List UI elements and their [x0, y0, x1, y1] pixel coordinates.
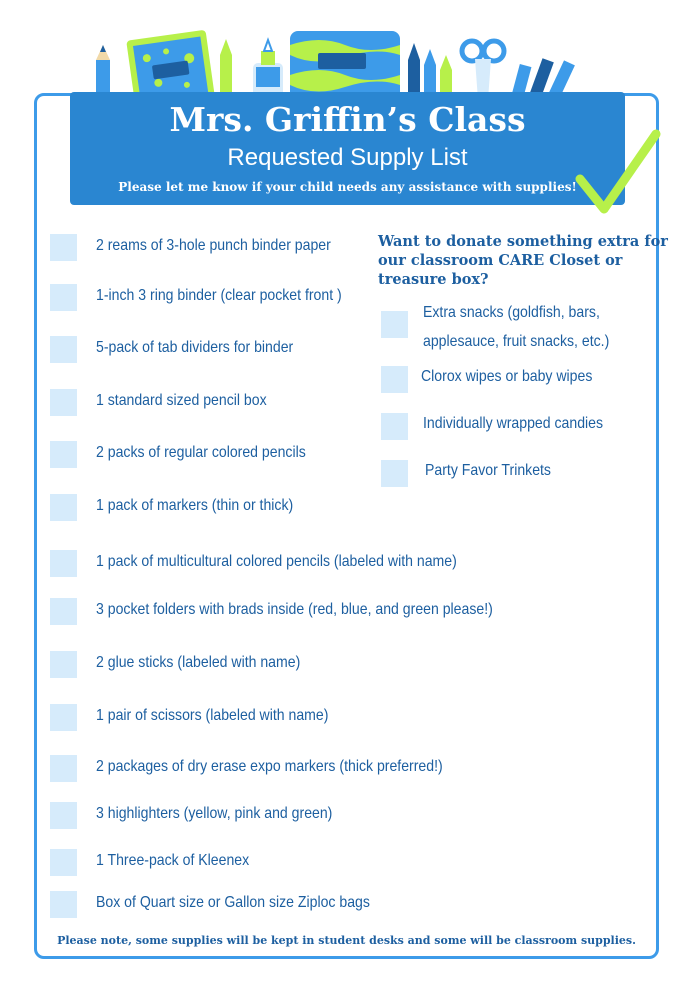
- crayon-icon: [220, 39, 232, 100]
- supply-item-label: 1 pack of markers (thin or thick): [96, 497, 294, 514]
- page-title: Mrs. Griffin’s Class: [169, 100, 526, 139]
- checkbox[interactable]: [50, 494, 77, 521]
- checkbox[interactable]: [50, 598, 77, 625]
- checkbox[interactable]: [381, 460, 408, 487]
- donate-heading: Want to donate something extra for our classroom CARE Closet or treasure box?: [378, 233, 668, 288]
- supply-item-label: 1-inch 3 ring binder (clear pocket front ): [96, 287, 342, 304]
- check-mark-icon: [574, 124, 664, 219]
- supply-item-label: 3 pocket folders with brads inside (red, blue, and green please!): [96, 601, 493, 618]
- supply-item-label: 1 Three-pack of Kleenex: [96, 852, 250, 869]
- supply-item-label: 3 highlighters (yellow, pink and green): [96, 805, 333, 822]
- supply-item-label: 1 pair of scissors (labeled with name): [96, 707, 329, 724]
- supply-item-label: 2 packages of dry erase expo markers (thick preferred!): [96, 758, 443, 775]
- donate-item-label: Clorox wipes or baby wipes: [421, 368, 593, 385]
- checkbox[interactable]: [381, 413, 408, 440]
- donate-item-label-line2: applesauce, fruit snacks, etc.): [423, 333, 610, 350]
- donate-item-label: Individually wrapped candies: [423, 415, 604, 432]
- supply-item-label: 2 glue sticks (labeled with name): [96, 654, 301, 671]
- supply-item-label: 1 pack of multicultural colored pencils (labeled with name): [96, 553, 457, 570]
- page-frame: [34, 93, 659, 959]
- supply-item-label: Box of Quart size or Gallon size Ziploc bags: [96, 894, 370, 911]
- checkbox[interactable]: [50, 755, 77, 782]
- donate-item-label-line1: Extra snacks (goldfish, bars,: [423, 304, 600, 321]
- checkbox[interactable]: [50, 336, 77, 363]
- checkbox[interactable]: [50, 704, 77, 731]
- page-subtitle: Requested Supply List: [227, 144, 468, 171]
- checkbox[interactable]: [50, 802, 77, 829]
- supply-item-label: 5-pack of tab dividers for binder: [96, 339, 294, 356]
- checkbox[interactable]: [50, 891, 77, 918]
- checkbox[interactable]: [50, 234, 77, 261]
- checkbox[interactable]: [381, 366, 408, 393]
- checkbox[interactable]: [50, 441, 77, 468]
- footer-note: Please note, some supplies will be kept in student desks and some will be classroom supplies.: [57, 934, 636, 947]
- donate-item-label: Party Favor Trinkets: [425, 462, 551, 479]
- checkbox[interactable]: [50, 849, 77, 876]
- supply-item-label: 2 packs of regular colored pencils: [96, 444, 306, 461]
- checkbox[interactable]: [50, 389, 77, 416]
- supply-item-label: 2 reams of 3-hole punch binder paper: [96, 237, 331, 254]
- checkbox[interactable]: [381, 311, 408, 338]
- assistance-note: Please let me know if your child needs any assistance with supplies!: [118, 180, 577, 194]
- checkbox[interactable]: [50, 550, 77, 577]
- supply-item-label: 1 standard sized pencil box: [96, 392, 267, 409]
- checkbox[interactable]: [50, 651, 77, 678]
- checkbox[interactable]: [50, 284, 77, 311]
